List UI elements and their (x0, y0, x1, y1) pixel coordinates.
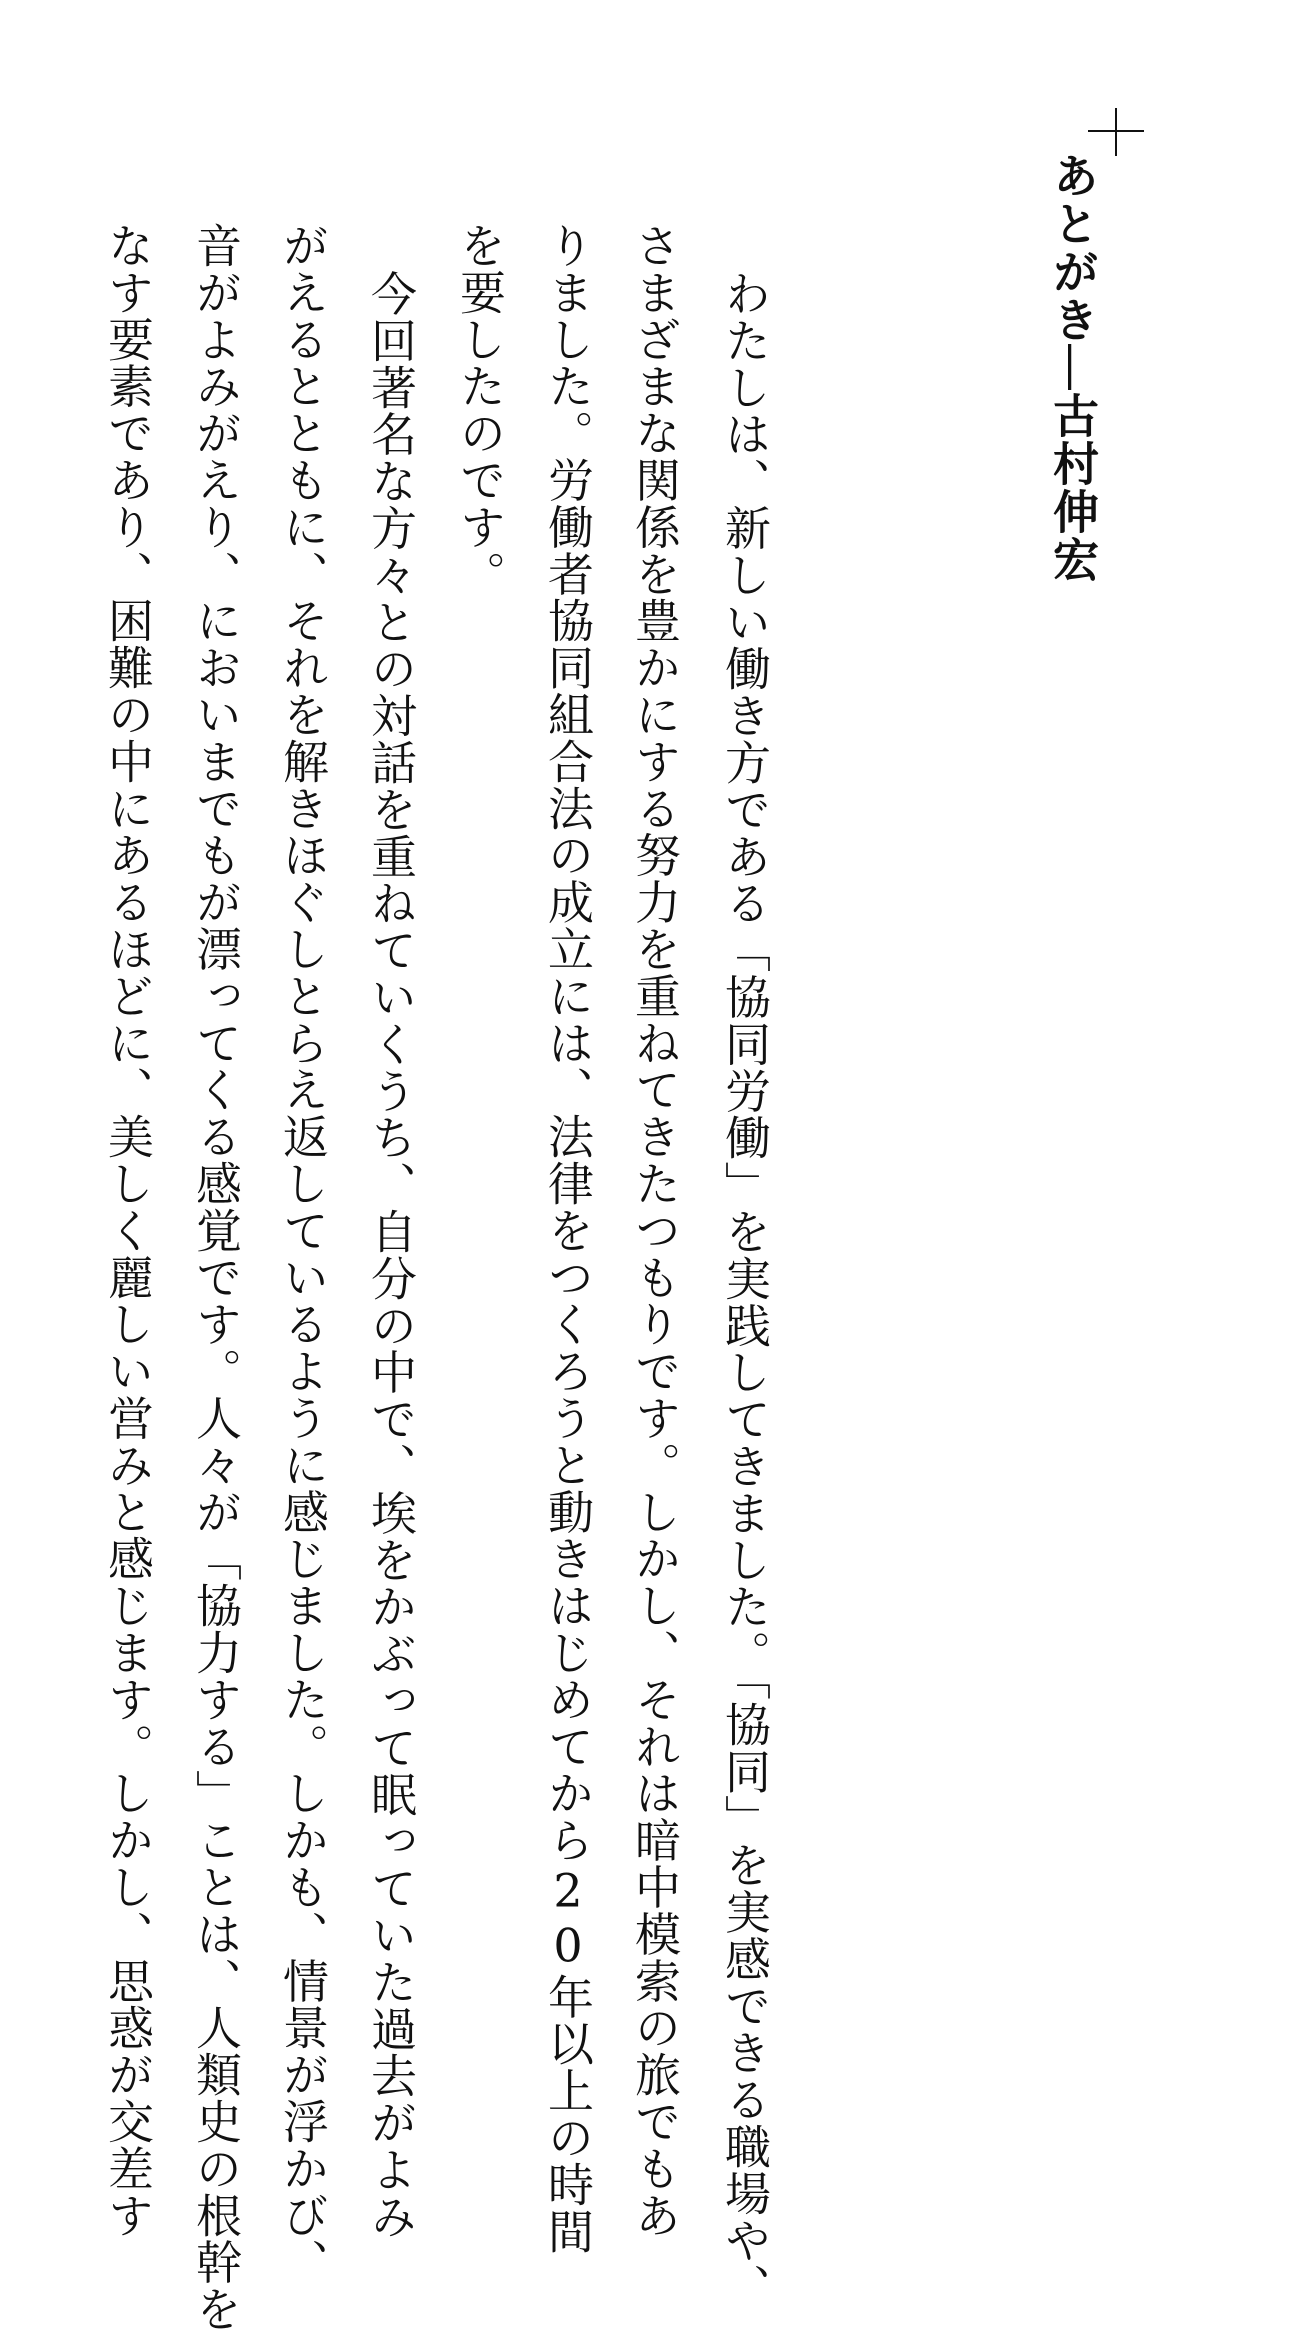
afterword-heading (1046, 152, 1100, 584)
body-column-7: 音がよみがえり、においまでもが漂ってくる感覚です。人々が「協力する」ことは、人類史の根幹を (189, 222, 243, 2333)
body-column-4: を要したのです。 (453, 222, 507, 598)
body-column-8: なす要素であり、困難の中にあるほどに、美しく麗しい営みと感じます。しかし、思惑が交差す (101, 222, 155, 2239)
crop-mark-vertical (1115, 108, 1117, 156)
body-column-1: わたしは、新しい働き方である「協同労働」を実践してきました。「協同」を実感できる職場や、 (718, 270, 772, 2311)
body-column-5: 今回著名な方々との対話を重ねていくうち、自分の中で、埃をかぶって眠っていた過去がよみ (364, 270, 418, 2240)
heading-dash: ― (1046, 344, 1100, 392)
body-column-3: りました。労働者協同組合法の成立には、法律をつくろうと動きはじめてから20年以上の時間 (541, 222, 595, 2255)
body-column-6: がえるとともに、それを解きほぐしとらえ返しているように感じました。しかも、情景が浮かび、 (276, 222, 330, 2286)
heading-title: あとがき (1046, 152, 1100, 344)
body-column-2: さまざまな関係を豊かにする努力を重ねてきたつもりです。しかし、それは暗中模索の旅でもあ (628, 222, 682, 2239)
heading-author: 古村伸宏 (1046, 392, 1100, 584)
